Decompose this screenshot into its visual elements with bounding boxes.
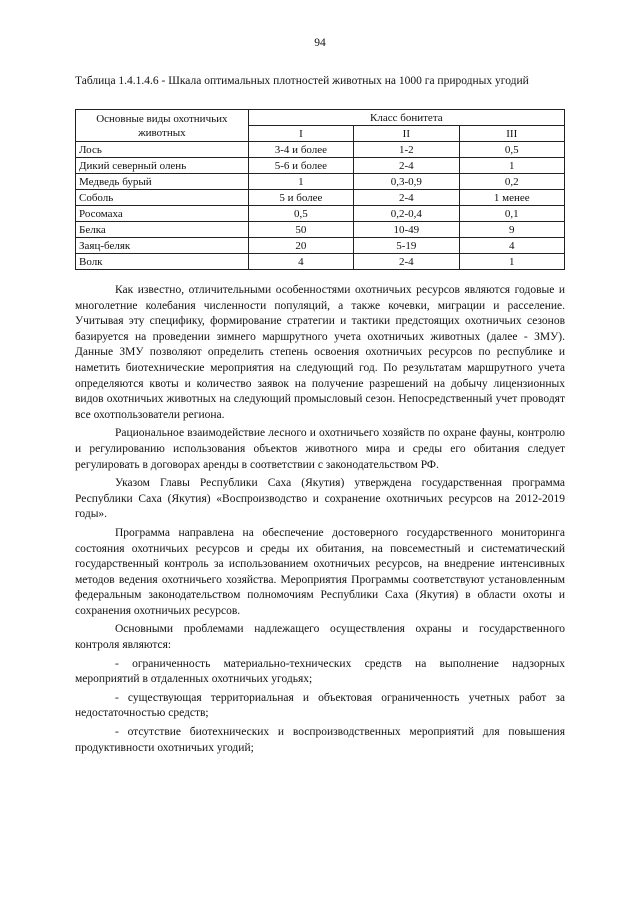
page-number: 94 xyxy=(314,37,326,49)
table-cell: 5 и более xyxy=(248,190,353,206)
table-cell: 4 xyxy=(459,238,564,254)
table-cell: 2-4 xyxy=(354,254,459,270)
table-cell: 5-19 xyxy=(354,238,459,254)
species-name: Заяц-беляк xyxy=(76,238,249,254)
table-row xyxy=(76,238,565,254)
header-class: Класс бонитета xyxy=(248,110,564,126)
table-cell: 1 xyxy=(459,158,564,174)
table-row xyxy=(76,174,565,190)
header-class-3: III xyxy=(459,126,564,142)
paragraph: Рациональное взаимодействие лесного и охотничьего хозяйств по охране фауны, контролю и регулированию использования объектов животного мира и среды его обитания следует регулировать в договорах аренды в соответствии с законодательством РФ. xyxy=(75,427,565,471)
table-cell: 4 xyxy=(248,254,353,270)
table-cell: 5-6 и более xyxy=(248,158,353,174)
body-text xyxy=(75,283,565,759)
table-cell: 10-49 xyxy=(354,222,459,238)
density-table xyxy=(75,109,565,270)
species-name: Дикий северный олень xyxy=(76,158,249,174)
table-row xyxy=(76,158,565,174)
species-name: Соболь xyxy=(76,190,249,206)
table-cell: 0,1 xyxy=(459,206,564,222)
table-cell: 0,5 xyxy=(248,206,353,222)
table-cell: 1 менее xyxy=(459,190,564,206)
list-item: - ограниченность материально-технических средств на выполнение надзорных мероприятий в отдаленных охотничьих угодьях; xyxy=(75,657,565,686)
list-item: - отсутствие биотехнических и воспроизводственных мероприятий для повышения продуктивности охотничьих угодий; xyxy=(75,726,565,754)
table-row xyxy=(76,254,565,270)
species-name: Лось xyxy=(76,142,249,158)
table-cell: 0,3-0,9 xyxy=(354,174,459,190)
table-cell: 9 xyxy=(459,222,564,238)
table-cell: 1 xyxy=(459,254,564,270)
paragraph: Основными проблемами надлежащего осуществления охраны и государственного контроля являются: xyxy=(75,623,565,652)
table-cell: 2-4 xyxy=(354,158,459,174)
paragraph: Программа направлена на обеспечение достоверного государственного мониторинга состояния охотничьих ресурсов и среды их обитания, на повсеместный и систематический государственный контроль за использованием охотничьих ресурсов, на внедрение интенсивных методов ведения охотничьего хозяйства. Мероприятия Программы соответствуют установленным федеральным законодательством полномочиям Республики Саха (Якутия) в области охоты и сохранения охотничьих ресурсов. xyxy=(75,526,565,617)
table-cell: 0,2 xyxy=(459,174,564,190)
paragraph: Указом Главы Республики Саха (Якутия) утверждена государственная программа Республики Саха (Якутия) «Воспроизводство и сохранение охотничьих ресурсов на 2012-2019 годы». xyxy=(75,477,565,521)
header-species: Основные виды охотничьих животных xyxy=(76,110,249,142)
paragraph: Как известно, отличительными особенностями охотничьих ресурсов являются годовые и многолетние колебания численности популяций, а также кочевки, миграции и расселение. Учитывая эту специфику, формирование стратегии и тактики предстоящих охотничьих сезонов базируется на проведении зимнего маршрутного учета охотничьих животных (далее - ЗМУ). Данные ЗМУ позволяют определить степень освоения охотничьих ресурсов по республике и наметить биотехнические мероприятия на следующий год. По результатам маршрутного учета определяются квоты и количество заявок на получение разрешений на добычу лицензионных видов охотничьих животных на следующий промысловый сезон. Непосредственный учет проводят все охотпользователи региона. xyxy=(75,284,565,421)
header-class-2: II xyxy=(354,126,459,142)
species-name: Волк xyxy=(76,254,249,270)
table-row xyxy=(76,142,565,158)
species-name: Белка xyxy=(76,222,249,238)
table-cell: 1 xyxy=(248,174,353,190)
table-cell: 3-4 и более xyxy=(248,142,353,158)
list-item: - существующая территориальная и объектовая ограниченность учетных работ за недостаточностью средств; xyxy=(75,691,565,720)
table-cell: 50 xyxy=(248,222,353,238)
species-name: Медведь бурый xyxy=(76,174,249,190)
table-cell: 2-4 xyxy=(354,190,459,206)
table-cell: 0,5 xyxy=(459,142,564,158)
table-cell: 0,2-0,4 xyxy=(354,206,459,222)
table-row xyxy=(76,222,565,238)
table-row xyxy=(76,206,565,222)
table-caption: Таблица 1.4.1.4.6 - Шкала оптимальных плотностей животных на 1000 га природных угодий xyxy=(75,75,529,87)
header-class-1: I xyxy=(248,126,353,142)
table-cell: 20 xyxy=(248,238,353,254)
table-cell: 1-2 xyxy=(354,142,459,158)
table-row xyxy=(76,190,565,206)
species-name: Росомаха xyxy=(76,206,249,222)
